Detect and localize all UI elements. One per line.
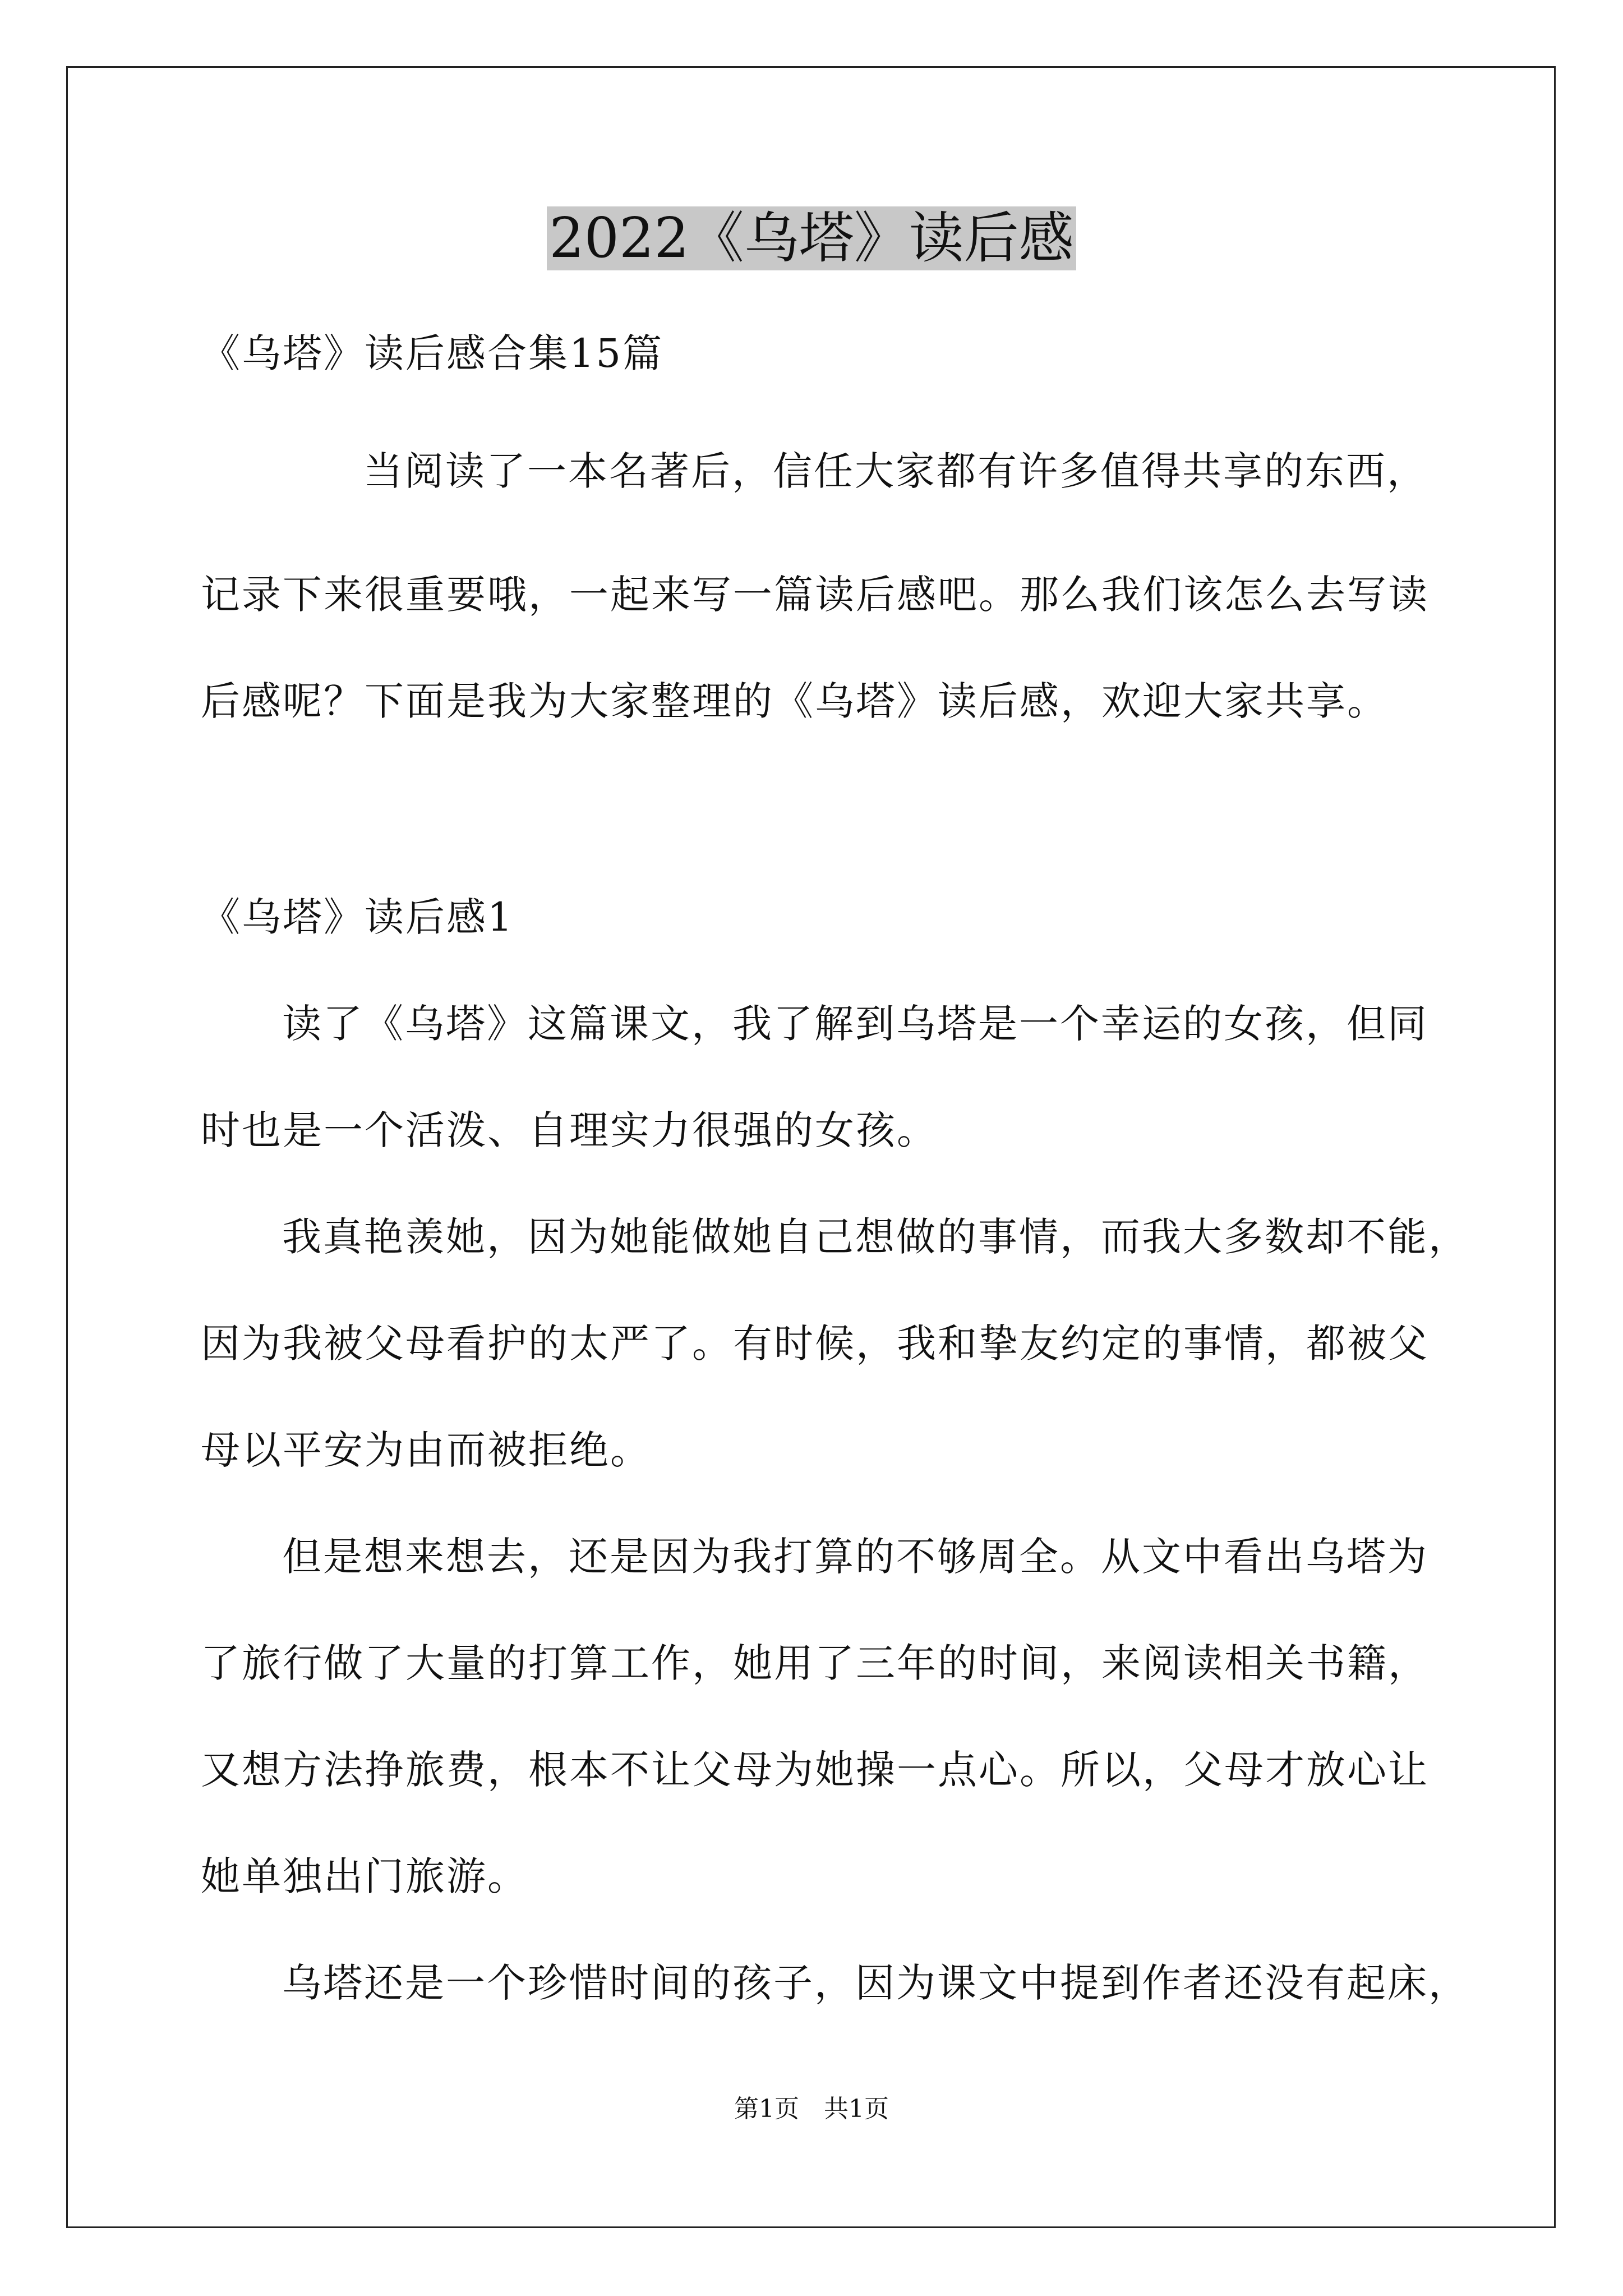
page-footer: 第1页 共1页: [734, 2095, 889, 2123]
body-line-1: 读了《乌塔》这篇课文，我了解到乌塔是一个幸运的女孩，但同: [282, 1001, 1428, 1047]
intro-line-1: 当阅读了一本名著后，信任大家都有许多值得共享的东西，: [363, 448, 1428, 494]
body-line-4: 因为我被父母看护的太严了。有时候，我和挚友约定的事情，都被父: [201, 1320, 1429, 1366]
intro-line-2: 记录下来很重要哦，一起来写一篇读后感吧。那么我们该怎么去写读: [201, 572, 1429, 618]
body-line-5: 母以平安为由而被拒绝。: [201, 1427, 651, 1473]
body-line-3: 我真艳羡她，因为她能做她自己想做的事情，而我大多数却不能，: [282, 1214, 1469, 1260]
body-line-7: 了旅行做了大量的打算工作，她用了三年的时间，来阅读相关书籍，: [201, 1640, 1429, 1686]
document-title-text: 2022《乌塔》读后感: [547, 206, 1076, 270]
body-line-8: 又想方法挣旅费，根本不让父母为她操一点心。所以，父母才放心让: [201, 1747, 1429, 1793]
document-subtitle: 《乌塔》读后感合集15篇: [201, 330, 664, 376]
section-heading: 《乌塔》读后感1: [201, 894, 514, 940]
body-line-10: 乌塔还是一个珍惜时间的孩子，因为课文中提到作者还没有起床，: [282, 1960, 1469, 2006]
body-line-2: 时也是一个活泼、自理实力很强的女孩。: [201, 1107, 938, 1153]
body-line-6: 但是想来想去，还是因为我打算的不够周全。从文中看出乌塔为: [282, 1534, 1428, 1580]
document-title: [0, 199, 1623, 278]
intro-line-3: 后感呢？下面是我为大家整理的《乌塔》读后感，欢迎大家共享。: [201, 678, 1388, 724]
body-line-9: 她单独出门旅游。: [201, 1853, 528, 1899]
